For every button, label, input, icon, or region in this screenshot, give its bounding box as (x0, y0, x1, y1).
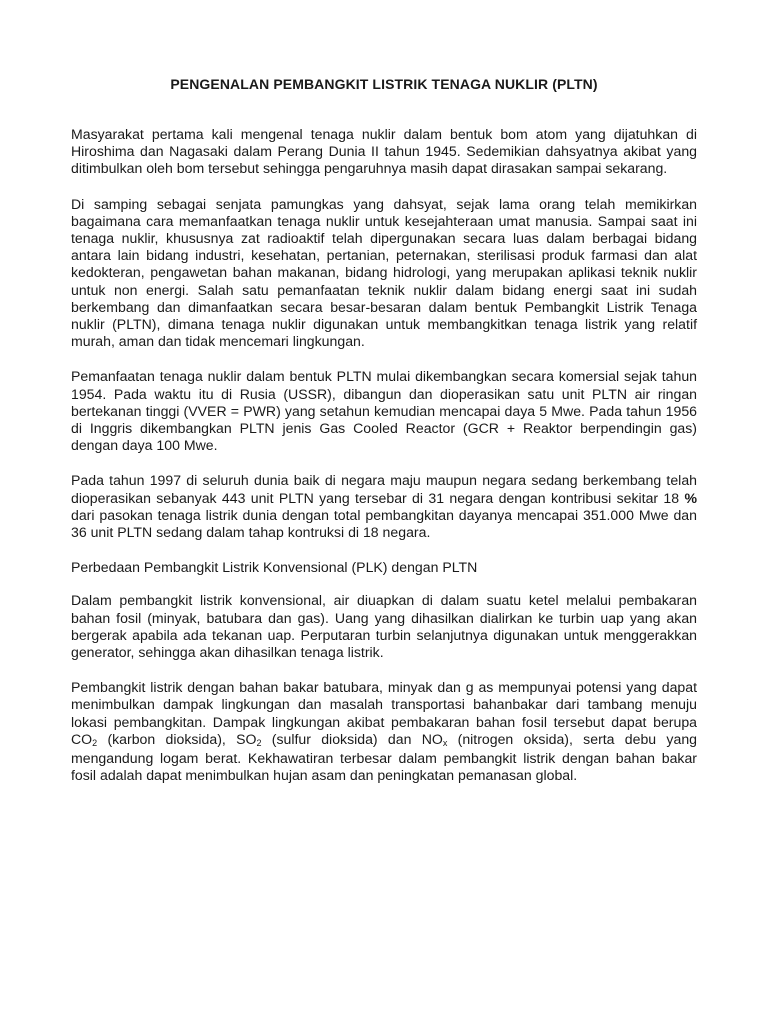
paragraph-applications: Di samping sebagai senjata pamungkas yang dahsyat, sejak lama orang telah memikirkan bagaimana cara memanfaatkan tenaga nuklir untuk kesejahteraan umat manusia. Sampai saat ini tenaga nuklir, khususnya zat radioaktif telah dipergunakan secara luas dalam berbagai bidang antara lain bidang industri, kesehatan, pertanian, peternakan, sterilisasi produk farmasi dan alat kedokteran, pengawetan bahan makanan, bidang hidrologi, yang merupakan aplikasi teknik nuklir untuk non energi. Salah satu pemanfaatan teknik nuklir dalam bidang energi saat ini sudah berkembang dan dimanfaatkan secara besar-besaran dalam bentuk Pembangkit Listrik Tenaga nuklir (PLTN), dimana tenaga nuklir digunakan untuk membangkitkan tenaga listrik yang relatif murah, aman dan tidak mencemari lingkungan. (71, 195, 697, 350)
nox-subscript: x (442, 737, 448, 748)
paragraph-statistics (71, 472, 697, 541)
environment-text-a: Pembangkit listrik dengan bahan bakar batubara, minyak dan g as mempunyai potensi yang dapat menimbulkan dampak lingkungan dan masalah transportasi bahanbakar dari tambang menuju lokasi pembangkitan. Dampak lingkungan akibat pembakaran bahan fosil tersebut dapat berupa CO (71, 679, 697, 747)
paragraph-history: Pemanfaatan tenaga nuklir dalam bentuk PLTN mulai dikembangkan secara komersial sejak tahun 1954. Pada waktu itu di Rusia (USSR), dibangun dan dioperasikan satu unit PLTN air ringan bertekanan tinggi (VVER = PWR) yang setahun kemudian mencapai daya 5 Mwe. Pada tahun 1956 di Inggris dikembangkan PLTN jenis Gas Cooled Reactor (GCR + Reaktor berpendingin gas) dengan daya 100 Mwe. (71, 368, 697, 454)
document-title: PENGENALAN PEMBANGKIT LISTRIK TENAGA NUKLIR (PLTN) (170, 76, 598, 92)
section-heading: Perbedaan Pembangkit Listrik Konvensional (PLK) dengan PLTN (71, 559, 478, 576)
paragraph-conventional: Dalam pembangkit listrik konvensional, air diuapkan di dalam suatu ketel melalui pembakaran bahan fosil (minyak, batubara dan gas). Uang yang dihasilkan dialirkan ke turbin uap yang akan bergerak apabila ada tekanan uap. Perputaran turbin selanjutnya digunakan untuk menggerakkan generator, sehingga akan dihasilkan tenaga listrik. (71, 592, 697, 661)
environment-text-c: (sulfur dioksida) dan NO (261, 730, 443, 747)
co2-subscript: 2 (92, 737, 98, 748)
so2-subscript: 2 (256, 737, 262, 748)
paragraph-environment (71, 679, 697, 784)
statistics-text-b: dari pasokan tenaga listrik dunia dengan total pembangkitan dayanya mencapai 351.000 Mwe dan 36 unit PLTN sedang dalam tahap kontruksi di 18 negara. (71, 506, 697, 541)
paragraph-intro: Masyarakat pertama kali mengenal tenaga nuklir dalam bentuk bom atom yang dijatuhkan di Hiroshima dan Nagasaki dalam Perang Dunia II tahun 1945. Sedemikian dahsyatnya akibat yang ditimbulkan oleh bom tersebut sehingga pengaruhnya masih dapat dirasakan sampai sekarang. (71, 126, 697, 177)
environment-text-d: (nitrogen oksida), serta debu yang mengandung logam berat. Kekhawatiran terbesar dalam pembangkit listrik dengan bahan bakar fosil adalah dapat menimbulkan hujan asam dan peningkatan pemanasan global. (71, 730, 697, 784)
environment-text-b: (karbon dioksida), SO (97, 730, 257, 747)
statistics-text-a: Pada tahun 1997 di seluruh dunia baik di negara maju maupun negara sedang berkembang telah dioperasikan sebanyak 443 unit PLTN yang tersebar di 31 negara dengan kontribusi sekitar 18 (71, 472, 697, 506)
percent-sign: % (684, 489, 697, 506)
